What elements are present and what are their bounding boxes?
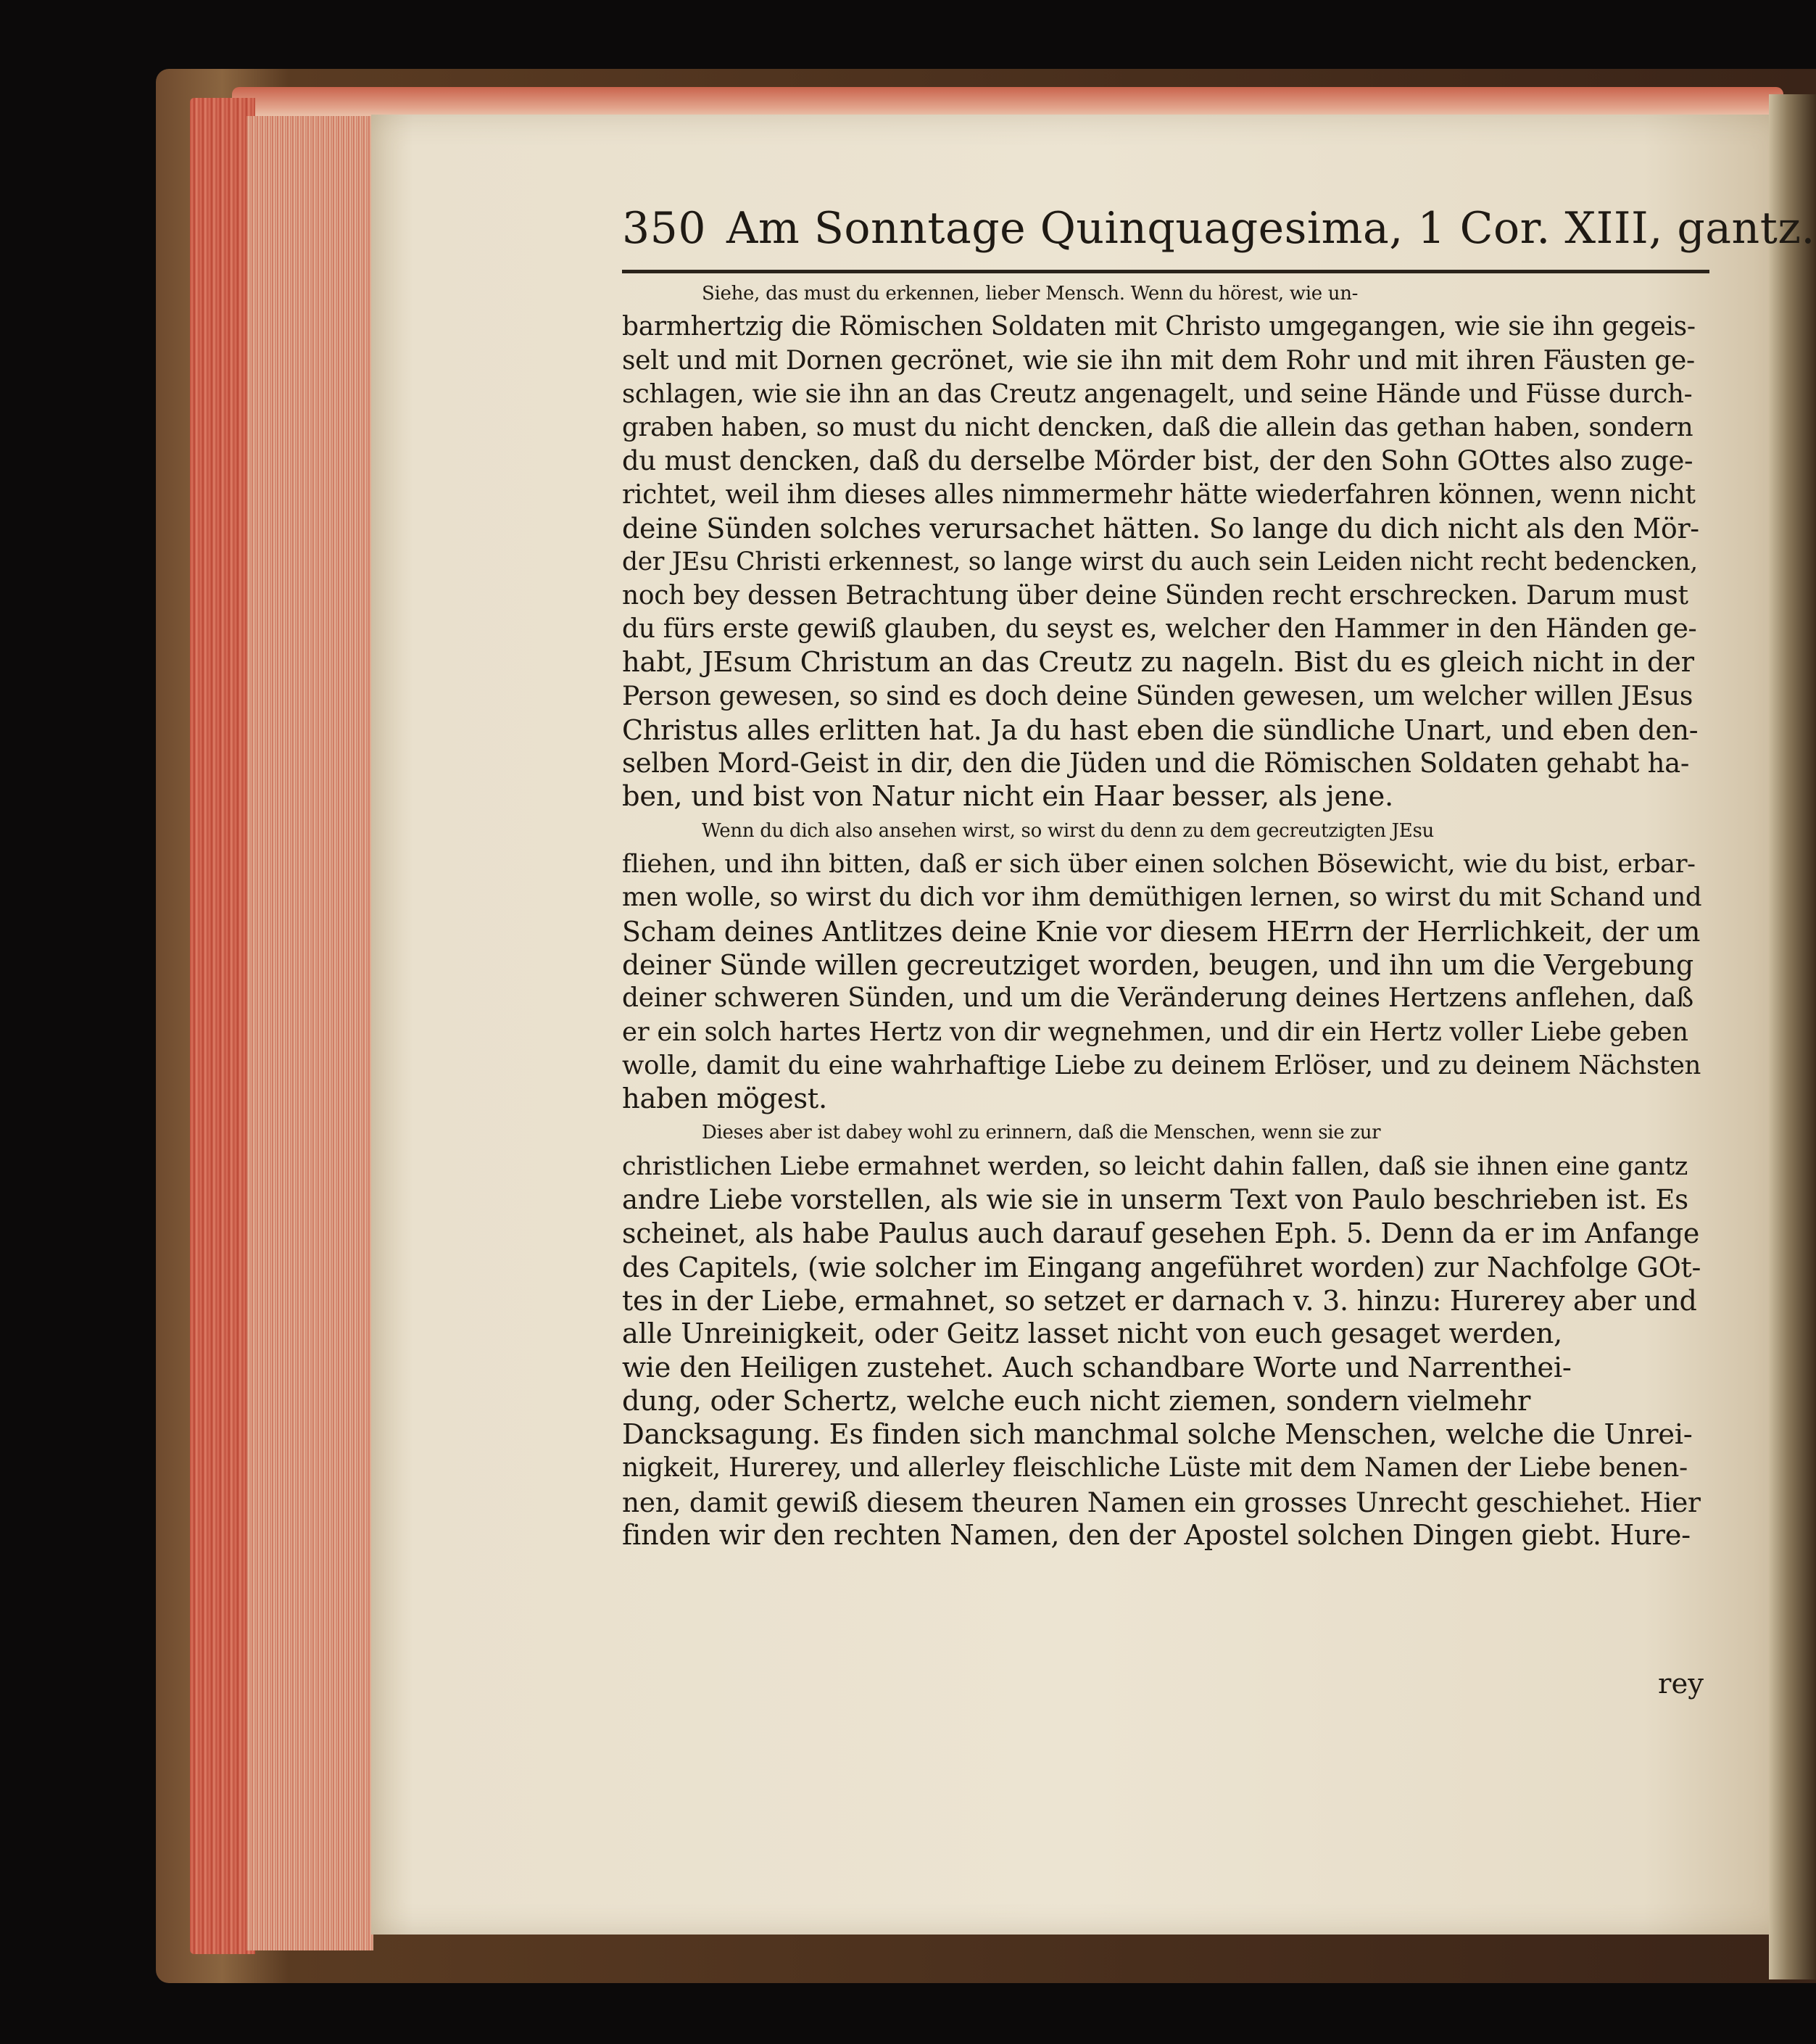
text-line: selt und mit Dornen gecrönet, wie sie ihn mit dem Rohr und mit ihren Fäusten ge- (622, 345, 1695, 376)
text-line: finden wir den rechten Namen, den der Apostel solchen Dingen giebt. Hure- (622, 1518, 1691, 1552)
text-line: christlichen Liebe ermahnet werden, so leicht dahin fallen, daß sie ihnen eine gantz (622, 1151, 1688, 1181)
text-line: des Capitels, (wie solcher im Eingang angeführet worden) zur Nachfolge GOt- (622, 1251, 1701, 1283)
text-line: er ein solch hartes Hertz von dir wegnehmen, und dir ein Hertz voller Liebe geben (622, 1017, 1688, 1047)
text-line: Siehe, das must du erkennen, lieber Mensch. Wenn du hörest, wie un- (702, 283, 1359, 305)
text-line: selben Mord-Geist in dir, den die Jüden und die Römischen Soldaten gehabt ha- (622, 748, 1690, 779)
text-line: schlagen, wie sie ihn an das Creutz angenagelt, und seine Hände und Füsse durch- (622, 378, 1693, 409)
text-line: nigkeit, Hurerey, und allerley fleischliche Lüste mit dem Namen der Liebe benen- (622, 1453, 1688, 1484)
text-line: scheinet, als habe Paulus auch darauf gesehen Eph. 5. Denn da er im Anfange (622, 1217, 1700, 1250)
page-number: 350 (622, 203, 707, 254)
text-line: dung, oder Schertz, welche euch nicht ziemen, sondern vielmehr (622, 1384, 1531, 1418)
text-line: tes in der Liebe, ermahnet, so setzet er darnach v. 3. hinzu: Hurerey aber und (622, 1284, 1697, 1317)
text-line: richtet, weil ihm dieses alles nimmermehr hätte wiederfahren können, wenn nicht (622, 479, 1696, 510)
text-line: barmhertzig die Römischen Soldaten mit Christo umgegangen, wie sie ihn gegeis- (622, 312, 1696, 342)
running-title: Am Sonntage Quinquagesima, 1 Cor. XIII, gantz. (726, 203, 1815, 254)
text-line: noch bey dessen Betrachtung über deine Sünden recht erschrecken. Darum must (622, 580, 1688, 611)
header-rule (622, 270, 1709, 273)
text-line: deiner Sünde willen gecreutziget worden, beugen, und ihn um die Vergebung (622, 948, 1693, 981)
text-line: habt, JEsum Christum an das Creutz zu nageln. Bist du es gleich nicht in der (622, 646, 1694, 679)
text-line: wie den Heiligen zustehet. Auch schandbare Worte und Narrenthei- (622, 1351, 1572, 1384)
text-line: Scham deines Antlitzes deine Knie vor diesem HErrn der Herrlichkeit, der um (622, 915, 1701, 948)
book-gutter (1769, 94, 1816, 1979)
text-line: du must dencken, daß du derselbe Mörder bist, der den Sohn GOttes also zuge- (622, 445, 1693, 477)
text-line: haben mögest. (622, 1083, 827, 1116)
running-head (622, 203, 1815, 268)
text-line: andre Liebe vorstellen, als wie sie in unserm Text von Paulo beschrieben ist. Es (622, 1184, 1688, 1216)
catchword: rey (1658, 1668, 1704, 1700)
text-line: deine Sünden solches verursachet hätten. So lange du dich nicht als den Mör- (622, 513, 1699, 545)
text-line: men wolle, so wirst du dich vor ihm demüthigen lernen, so wirst du mit Schand und (622, 882, 1702, 913)
text-line: fliehen, und ihn bitten, daß er sich über einen solchen Bösewicht, wie du bist, erbar- (622, 850, 1696, 880)
text-line: Person gewesen, so sind es doch deine Sünden gewesen, um welcher willen JEsus (622, 681, 1693, 711)
text-line: ben, und bist von Natur nicht ein Haar besser, als jene. (622, 780, 1393, 814)
text-line: Dancksagung. Es finden sich manchmal solche Menschen, welche die Unrei- (622, 1418, 1693, 1452)
text-line: graben haben, so must du nicht dencken, daß die allein das gethan haben, sondern (622, 413, 1693, 443)
stacked-page-edges (246, 116, 373, 1950)
text-line: Christus alles erlitten hat. Ja du hast eben die sündliche Unart, und eben den- (622, 713, 1699, 746)
text-line: der JEsu Christi erkennest, so lange wirst du auch sein Leiden nicht recht bedencken, (622, 547, 1698, 577)
body-text (622, 277, 1702, 1552)
text-line: wolle, damit du eine wahrhaftige Liebe zu deinem Erlöser, und zu deinem Nächsten (622, 1050, 1701, 1080)
text-line: deiner schweren Sünden, und um die Veränderung deines Hertzens anflehen, daß (622, 983, 1693, 1014)
text-line: du fürs erste gewiß glauben, du seyst es, welcher den Hammer in den Händen ge- (622, 613, 1697, 644)
text-line: nen, damit gewiß diesem theuren Namen ein grosses Unrecht geschiehet. Hier (622, 1486, 1701, 1518)
text-line: Dieses aber ist dabey wohl zu erinnern, daß die Menschen, wenn sie zur (702, 1122, 1381, 1144)
text-line: alle Unreinigkeit, oder Geitz lasset nicht von euch gesaget werden, (622, 1317, 1562, 1351)
red-page-edges (190, 98, 255, 1954)
text-line: Wenn du dich also ansehen wirst, so wirst du denn zu dem gecreutzigten JEsu (702, 819, 1434, 842)
